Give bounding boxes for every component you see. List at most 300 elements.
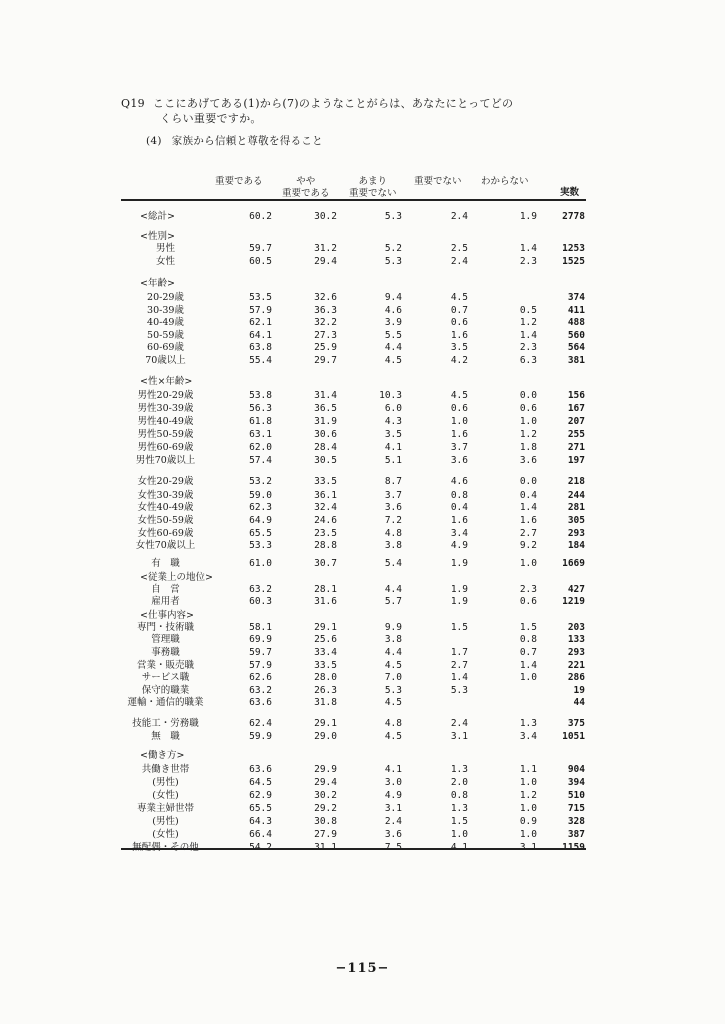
percent-cell: 4.5 [384, 731, 402, 742]
percent-cell: 58.1 [249, 622, 272, 633]
count-cell: 427 [567, 584, 585, 595]
percent-cell: 3.7 [384, 490, 402, 501]
row-label: 無配偶・その他 [132, 842, 199, 853]
count-cell: 133 [567, 634, 585, 645]
header-not-very-important [349, 176, 397, 200]
percent-cell: 62.4 [249, 718, 272, 729]
percent-cell: 53.5 [249, 292, 272, 303]
table-row [0, 672, 725, 684]
percent-cell: 5.5 [384, 330, 402, 341]
percent-cell: 32.2 [314, 317, 337, 328]
percent-cell: 3.1 [450, 731, 468, 742]
percent-cell: 27.3 [314, 330, 337, 341]
percent-cell: 28.1 [314, 584, 337, 595]
category-label: <総計> [140, 211, 175, 222]
row-label: 男性20-29歳 [137, 390, 194, 401]
count-cell: 305 [567, 515, 585, 526]
category-label: <性別> [140, 231, 175, 242]
percent-cell: 1.0 [519, 803, 537, 814]
percent-cell: 2.7 [519, 528, 537, 539]
percent-cell: 4.3 [384, 416, 402, 427]
percent-cell: 31.2 [314, 243, 337, 254]
percent-cell: 62.6 [249, 672, 272, 683]
table-row [0, 558, 725, 570]
percent-cell: 5.2 [384, 243, 402, 254]
percent-cell: 7.0 [384, 672, 402, 683]
row-label: (男性) [152, 777, 179, 788]
percent-cell: 4.1 [384, 764, 402, 775]
header-count-text: 実数 [560, 187, 580, 198]
percent-cell: 29.0 [314, 731, 337, 742]
row-label: 男性70歳以上 [135, 455, 196, 466]
row-label: 事務職 [151, 647, 180, 658]
percent-cell: 1.0 [519, 416, 537, 427]
percent-cell: 4.5 [384, 697, 402, 708]
row-label: (女性) [152, 829, 179, 840]
percent-cell: 0.6 [450, 403, 468, 414]
percent-cell: 61.0 [249, 558, 272, 569]
table-row [0, 455, 725, 467]
page-number: −115− [335, 961, 390, 976]
count-cell: 255 [567, 429, 585, 440]
percent-cell: 25.6 [314, 634, 337, 645]
percent-cell: 30.6 [314, 429, 337, 440]
percent-cell: 1.2 [519, 429, 537, 440]
percent-cell: 5.3 [384, 211, 402, 222]
percent-cell: 1.9 [450, 596, 468, 607]
percent-cell: 63.2 [249, 685, 272, 696]
percent-cell: 64.9 [249, 515, 272, 526]
percent-cell: 2.0 [450, 777, 468, 788]
percent-cell: 1.4 [519, 243, 537, 254]
question-title [121, 96, 513, 126]
percent-cell: 36.3 [314, 305, 337, 316]
header-not-very-line2: 重要でない [349, 188, 397, 199]
percent-cell: 30.8 [314, 816, 337, 827]
percent-cell: 0.7 [519, 647, 537, 658]
table-row [0, 622, 725, 634]
header-important-text: 重要である [215, 176, 263, 187]
percent-cell: 31.8 [314, 697, 337, 708]
header-not-very-line1: あまり [358, 176, 388, 187]
percent-cell: 4.5 [384, 355, 402, 366]
percent-cell: 1.5 [450, 622, 468, 633]
percent-cell: 3.4 [519, 731, 537, 742]
count-cell: 203 [567, 622, 585, 633]
count-cell: 1525 [562, 256, 585, 267]
table-row [0, 330, 725, 342]
table-row [0, 718, 725, 730]
table-row [0, 342, 725, 354]
percent-cell: 3.8 [384, 634, 402, 645]
count-cell: 560 [567, 330, 585, 341]
percent-cell: 9.9 [384, 622, 402, 633]
percent-cell: 0.0 [519, 476, 537, 487]
count-cell: 1669 [562, 558, 585, 569]
percent-cell: 29.9 [314, 764, 337, 775]
percent-cell: 56.3 [249, 403, 272, 414]
row-label: 保守的職業 [141, 685, 190, 696]
percent-cell: 2.3 [519, 256, 537, 267]
row-label: 専業主婦世帯 [136, 803, 194, 814]
count-cell: 218 [567, 476, 585, 487]
percent-cell: 29.1 [314, 622, 337, 633]
category-label: <年齢> [140, 278, 175, 289]
percent-cell: 1.9 [450, 558, 468, 569]
percent-cell: 1.4 [519, 660, 537, 671]
percent-cell: 33.5 [314, 660, 337, 671]
percent-cell: 31.9 [314, 416, 337, 427]
count-cell: 2778 [562, 211, 585, 222]
percent-cell: 3.6 [384, 502, 402, 513]
percent-cell: 57.9 [249, 305, 272, 316]
row-label: 女性60-69歳 [137, 528, 194, 539]
percent-cell: 32.6 [314, 292, 337, 303]
count-cell: 207 [567, 416, 585, 427]
percent-cell: 23.5 [314, 528, 337, 539]
table-row [0, 442, 725, 454]
count-cell: 381 [567, 355, 585, 366]
percent-cell: 1.4 [519, 330, 537, 341]
percent-cell: 7.2 [384, 515, 402, 526]
percent-cell: 2.4 [450, 256, 468, 267]
row-label: 女性50-59歳 [137, 515, 194, 526]
percent-cell: 55.4 [249, 355, 272, 366]
row-label: 女性 [155, 256, 175, 267]
row-label: 女性20-29歳 [137, 476, 194, 487]
question-number: Q19 [121, 97, 145, 110]
percent-cell: 2.4 [384, 816, 402, 827]
percent-cell: 57.9 [249, 660, 272, 671]
row-label: 無 職 [151, 731, 180, 742]
percent-cell: 4.5 [384, 660, 402, 671]
percent-cell: 63.2 [249, 584, 272, 595]
category-label: <従業上の地位> [140, 572, 213, 583]
percent-cell: 1.0 [450, 829, 468, 840]
percent-cell: 0.6 [519, 403, 537, 414]
row-label: 男性60-69歳 [137, 442, 194, 453]
row-label: (女性) [152, 790, 179, 801]
count-cell: 488 [567, 317, 585, 328]
percent-cell: 1.8 [519, 442, 537, 453]
percent-cell: 57.4 [249, 455, 272, 466]
count-cell: 510 [567, 790, 585, 801]
percent-cell: 3.1 [384, 803, 402, 814]
percent-cell: 1.4 [519, 502, 537, 513]
percent-cell: 53.8 [249, 390, 272, 401]
percent-cell: 30.2 [314, 790, 337, 801]
percent-cell: 69.9 [249, 634, 272, 645]
percent-cell: 5.7 [384, 596, 402, 607]
percent-cell: 1.6 [450, 330, 468, 341]
percent-cell: 2.5 [450, 243, 468, 254]
row-label: 30-39歳 [147, 305, 184, 316]
table-row [0, 647, 725, 659]
count-cell: 1051 [562, 731, 585, 742]
table-row [0, 528, 725, 540]
count-cell: 564 [567, 342, 585, 353]
subitem-number: (4) [146, 135, 162, 147]
percent-cell: 4.4 [384, 584, 402, 595]
row-label: 営業・販売職 [136, 660, 194, 671]
percent-cell: 8.7 [384, 476, 402, 487]
count-cell: 281 [567, 502, 585, 513]
percent-cell: 29.4 [314, 777, 337, 788]
percent-cell: 1.2 [519, 790, 537, 801]
row-label: 男性40-49歳 [137, 416, 194, 427]
percent-cell: 1.9 [519, 211, 537, 222]
count-cell: 387 [567, 829, 585, 840]
percent-cell: 33.4 [314, 647, 337, 658]
percent-cell: 63.1 [249, 429, 272, 440]
percent-cell: 61.8 [249, 416, 272, 427]
percent-cell: 1.6 [450, 429, 468, 440]
table-row [0, 731, 725, 743]
row-label: 20-29歳 [147, 292, 184, 303]
percent-cell: 59.7 [249, 647, 272, 658]
percent-cell: 3.0 [384, 777, 402, 788]
percent-cell: 1.5 [519, 622, 537, 633]
percent-cell: 2.3 [519, 342, 537, 353]
row-label: 雇用者 [151, 596, 180, 607]
count-cell: 244 [567, 490, 585, 501]
percent-cell: 54.2 [249, 842, 272, 853]
count-cell: 293 [567, 528, 585, 539]
percent-cell: 65.5 [249, 528, 272, 539]
percent-cell: 4.2 [450, 355, 468, 366]
table-bottom-rule [121, 848, 586, 850]
header-dont-know [481, 176, 529, 188]
percent-cell: 5.3 [384, 256, 402, 267]
percent-cell: 30.2 [314, 211, 337, 222]
subitem-text: 家族から信頼と尊敬を得ること [171, 135, 323, 147]
percent-cell: 31.4 [314, 390, 337, 401]
percent-cell: 29.2 [314, 803, 337, 814]
percent-cell: 7.5 [384, 842, 402, 853]
percent-cell: 59.7 [249, 243, 272, 254]
percent-cell: 3.6 [519, 455, 537, 466]
row-label: 管理職 [151, 634, 180, 645]
row-label: 共働き世帯 [141, 764, 190, 775]
percent-cell: 60.3 [249, 596, 272, 607]
percent-cell: 2.7 [450, 660, 468, 671]
count-cell: 1159 [562, 842, 585, 853]
percent-cell: 1.2 [519, 317, 537, 328]
percent-cell: 9.2 [519, 540, 537, 551]
question-subitem [146, 133, 323, 148]
percent-cell: 29.4 [314, 256, 337, 267]
row-label: 70歳以上 [145, 355, 186, 366]
table-row [0, 697, 725, 709]
percent-cell: 0.4 [519, 490, 537, 501]
percent-cell: 10.3 [379, 390, 402, 401]
percent-cell: 4.1 [450, 842, 468, 853]
percent-cell: 1.3 [450, 764, 468, 775]
count-cell: 374 [567, 292, 585, 303]
percent-cell: 5.1 [384, 455, 402, 466]
percent-cell: 3.4 [450, 528, 468, 539]
count-cell: 904 [567, 764, 585, 775]
header-not-important-text: 重要でない [414, 176, 462, 187]
row-label: 女性70歳以上 [135, 540, 196, 551]
percent-cell: 26.3 [314, 685, 337, 696]
percent-cell: 66.4 [249, 829, 272, 840]
percent-cell: 0.0 [519, 390, 537, 401]
header-somewhat-line2: 重要である [282, 188, 330, 199]
question-text-line1: ここにあげてある(1)から(7)のようなことがらは、あなたにとってどの [152, 97, 514, 110]
percent-cell: 1.4 [450, 672, 468, 683]
table-row [0, 572, 725, 584]
percent-cell: 3.9 [384, 317, 402, 328]
percent-cell: 53.3 [249, 540, 272, 551]
percent-cell: 1.3 [519, 718, 537, 729]
percent-cell: 4.1 [384, 442, 402, 453]
percent-cell: 28.0 [314, 672, 337, 683]
percent-cell: 1.1 [519, 764, 537, 775]
percent-cell: 1.6 [519, 515, 537, 526]
percent-cell: 62.0 [249, 442, 272, 453]
percent-cell: 2.4 [450, 211, 468, 222]
percent-cell: 64.1 [249, 330, 272, 341]
row-label: 女性30-39歳 [137, 490, 194, 501]
table-top-rule [121, 199, 586, 201]
table-row [0, 596, 725, 608]
table-row [0, 584, 725, 596]
count-cell: 411 [567, 305, 585, 316]
percent-cell: 3.5 [450, 342, 468, 353]
row-label: 男性30-39歳 [137, 403, 194, 414]
percent-cell: 0.8 [450, 790, 468, 801]
percent-cell: 1.5 [450, 816, 468, 827]
row-label: 運輸・通信的職業 [127, 697, 204, 708]
percent-cell: 4.8 [384, 718, 402, 729]
table-row [0, 256, 725, 268]
percent-cell: 63.8 [249, 342, 272, 353]
table-row [0, 816, 725, 828]
percent-cell: 0.8 [450, 490, 468, 501]
percent-cell: 0.6 [519, 596, 537, 607]
percent-cell: 4.4 [384, 342, 402, 353]
percent-cell: 27.9 [314, 829, 337, 840]
percent-cell: 28.8 [314, 540, 337, 551]
percent-cell: 64.3 [249, 816, 272, 827]
percent-cell: 36.5 [314, 403, 337, 414]
count-cell: 221 [567, 660, 585, 671]
table-row [0, 750, 725, 762]
count-cell: 156 [567, 390, 585, 401]
percent-cell: 4.6 [450, 476, 468, 487]
percent-cell: 32.4 [314, 502, 337, 513]
header-somewhat-line1: やや [296, 176, 316, 187]
percent-cell: 65.5 [249, 803, 272, 814]
percent-cell: 62.1 [249, 317, 272, 328]
percent-cell: 29.7 [314, 355, 337, 366]
table-row [0, 540, 725, 552]
table-row [0, 243, 725, 255]
percent-cell: 30.5 [314, 455, 337, 466]
count-cell: 394 [567, 777, 585, 788]
table-row [0, 278, 725, 290]
percent-cell: 3.7 [450, 442, 468, 453]
percent-cell: 62.3 [249, 502, 272, 513]
percent-cell: 0.4 [450, 502, 468, 513]
table-row [0, 777, 725, 789]
percent-cell: 0.5 [519, 305, 537, 316]
percent-cell: 63.6 [249, 697, 272, 708]
percent-cell: 1.0 [519, 829, 537, 840]
row-label: 男性50-59歳 [137, 429, 194, 440]
category-label: <性×年齢> [140, 376, 193, 387]
table-row [0, 403, 725, 415]
percent-cell: 4.4 [384, 647, 402, 658]
count-cell: 44 [573, 697, 585, 708]
question-text-line2: くらい重要ですか。 [160, 112, 262, 125]
category-label: <働き方> [140, 750, 185, 761]
count-cell: 1219 [562, 596, 585, 607]
percent-cell: 30.7 [314, 558, 337, 569]
category-label: <仕事内容> [140, 610, 194, 621]
table-row [0, 764, 725, 776]
table-row [0, 515, 725, 527]
percent-cell: 33.5 [314, 476, 337, 487]
row-label: 40-49歳 [147, 317, 184, 328]
percent-cell: 5.4 [384, 558, 402, 569]
count-cell: 19 [573, 685, 585, 696]
row-label: (男性) [152, 816, 179, 827]
header-dont-know-text: わからない [481, 176, 529, 187]
percent-cell: 64.5 [249, 777, 272, 788]
table-row [0, 416, 725, 428]
percent-cell: 3.1 [519, 842, 537, 853]
row-label: 男性 [155, 243, 175, 254]
table-row [0, 355, 725, 367]
percent-cell: 1.0 [450, 416, 468, 427]
table-row [0, 476, 725, 488]
percent-cell: 6.3 [519, 355, 537, 366]
table-row [0, 429, 725, 441]
table-row [0, 502, 725, 514]
row-label: 技能工・労務職 [132, 718, 199, 729]
percent-cell: 4.5 [450, 390, 468, 401]
percent-cell: 3.5 [384, 429, 402, 440]
percent-cell: 4.9 [450, 540, 468, 551]
percent-cell: 53.2 [249, 476, 272, 487]
percent-cell: 6.0 [384, 403, 402, 414]
table-row [0, 376, 725, 388]
percent-cell: 62.9 [249, 790, 272, 801]
table-row [0, 610, 725, 622]
table-row [0, 490, 725, 502]
percent-cell: 63.6 [249, 764, 272, 775]
percent-cell: 2.3 [519, 584, 537, 595]
header-count [560, 187, 579, 199]
percent-cell: 9.4 [384, 292, 402, 303]
count-cell: 715 [567, 803, 585, 814]
row-label: 専門・技術職 [136, 622, 194, 633]
table-row [0, 390, 725, 402]
percent-cell: 1.0 [519, 777, 537, 788]
table-row [0, 803, 725, 815]
table-row [0, 634, 725, 646]
percent-cell: 59.9 [249, 731, 272, 742]
table-row [0, 685, 725, 697]
count-cell: 197 [567, 455, 585, 466]
percent-cell: 59.0 [249, 490, 272, 501]
table-row [0, 660, 725, 672]
percent-cell: 0.6 [450, 317, 468, 328]
percent-cell: 24.6 [314, 515, 337, 526]
row-label: 女性40-49歳 [137, 502, 194, 513]
